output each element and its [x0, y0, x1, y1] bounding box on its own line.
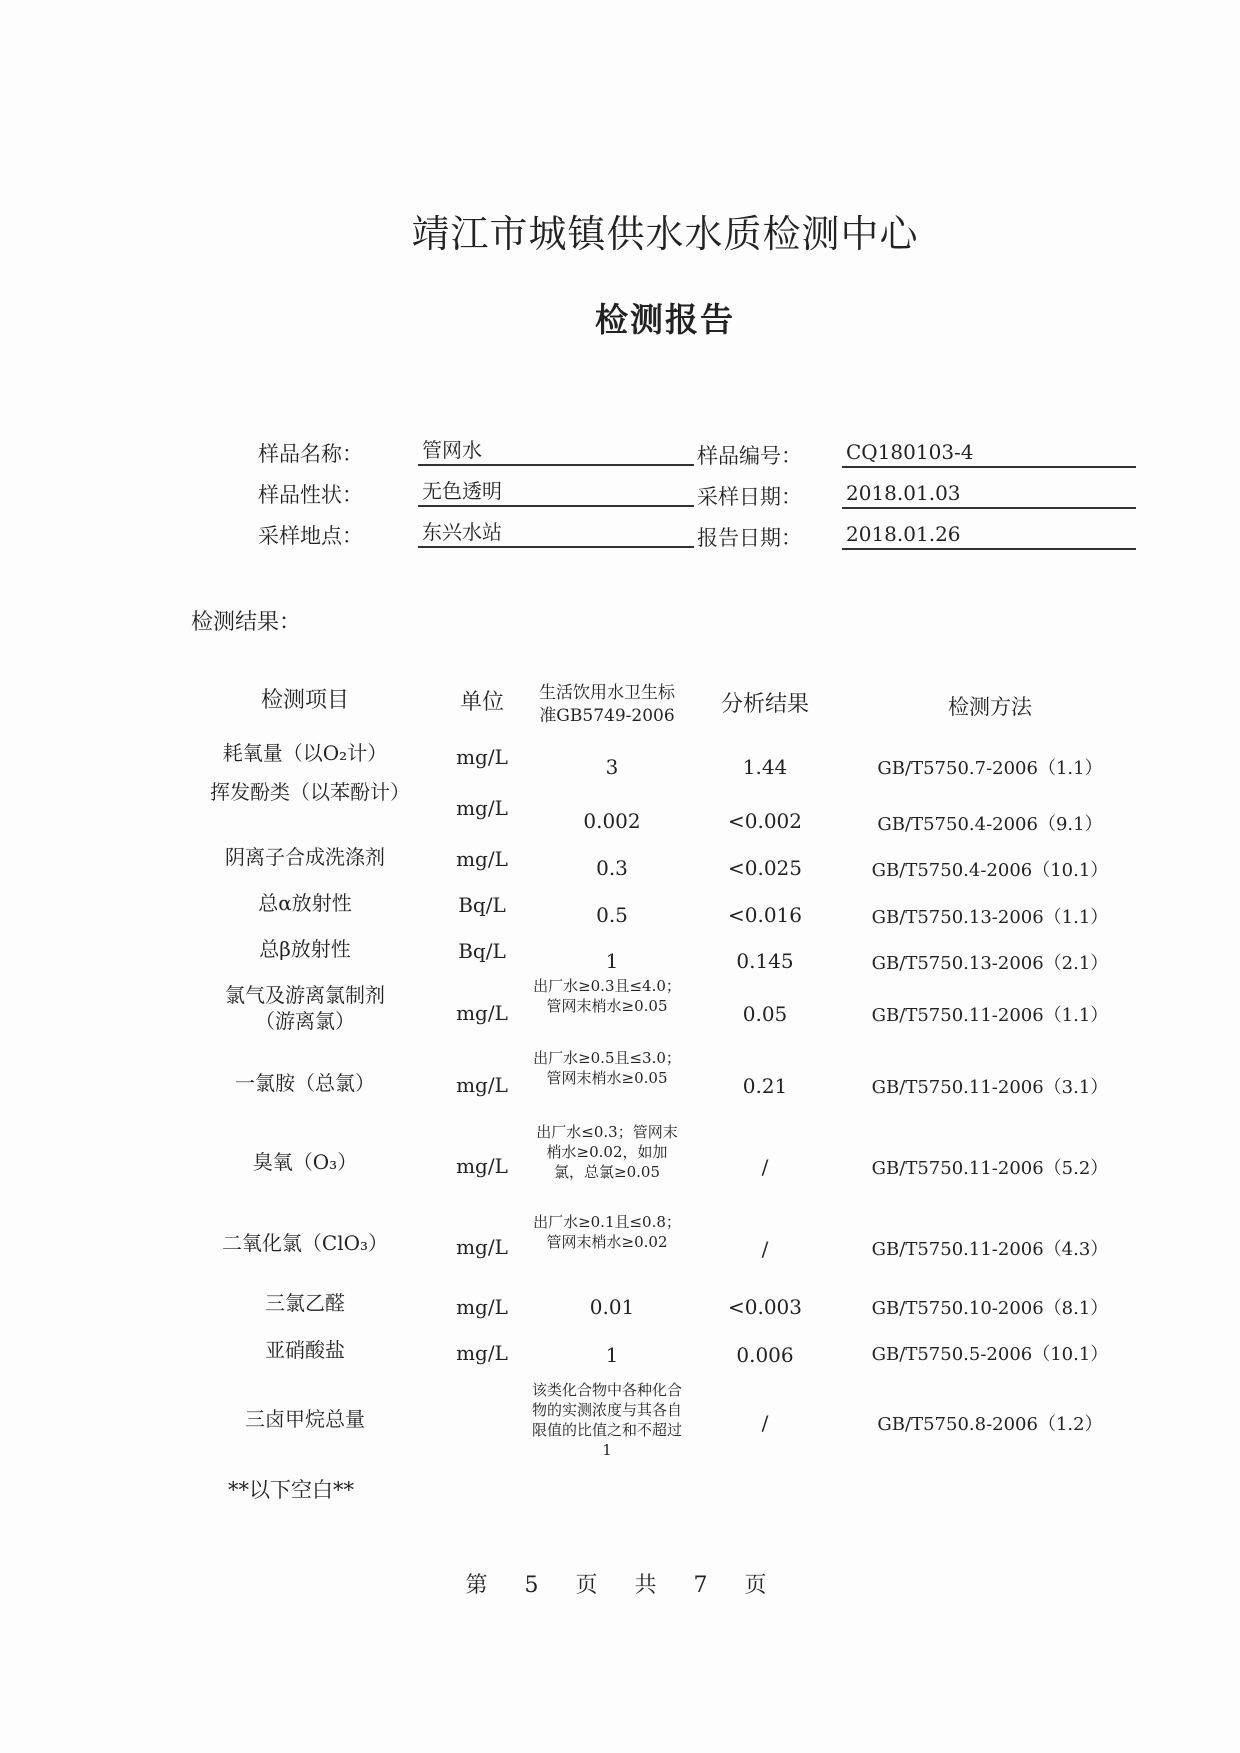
table-row-item: 臭氧（O₃） — [252, 1150, 358, 1174]
table-row-result: 1.44 — [742, 755, 788, 779]
table-row-standard: 出厂水≥0.5且≤3.0；管网末梢水≥0.05 — [533, 1049, 681, 1087]
table-row-result: / — [761, 1237, 769, 1261]
table-row-unit: Bq/L — [458, 893, 506, 917]
table-row-unit: Bq/L — [458, 939, 506, 963]
table-row-unit: mg/L — [456, 1341, 508, 1365]
table-row-standard: 1 — [605, 1343, 619, 1367]
table-row-method: GB/T5750.11-2006（5.2） — [871, 1158, 1109, 1179]
table-row-result: 0.145 — [736, 949, 794, 973]
table-row-result: 0.21 — [742, 1074, 788, 1098]
table-row-result: <0.025 — [727, 856, 802, 880]
table-row-item: 一氯胺（总氯） — [235, 1071, 375, 1095]
sampling-site-value: 东兴水站 — [418, 518, 694, 548]
table-row-method: GB/T5750.11-2006（4.3） — [871, 1239, 1109, 1260]
sampling-site-label: 采样地点： — [258, 524, 363, 548]
table-row-standard: 0.01 — [589, 1295, 635, 1319]
table-row-unit: mg/L — [456, 1295, 508, 1319]
table-row-result: 0.006 — [736, 1343, 794, 1367]
header-standard: 生活饮用水卫生标准GB5749-2006 — [539, 683, 675, 726]
header-item: 检测项目 — [260, 688, 349, 713]
table-row-method: GB/T5750.4-2006（9.1） — [877, 814, 1103, 835]
header-method: 检测方法 — [948, 695, 1032, 719]
table-row-item: 挥发酚类（以苯酚计） — [210, 780, 410, 804]
table-row-method: GB/T5750.5-2006（10.1） — [871, 1344, 1109, 1365]
sample-state-value: 无色透明 — [418, 477, 694, 507]
sampling-date-label: 采样日期： — [697, 485, 802, 509]
sampling-date-value: 2018.01.03 — [842, 479, 1136, 509]
sample-name-label: 样品名称： — [258, 442, 363, 466]
table-row-unit: mg/L — [456, 745, 508, 769]
results-label: 检测结果： — [191, 610, 302, 635]
table-row-standard: 出厂水≥0.3且≤4.0；管网末梢水≥0.05 — [533, 977, 681, 1015]
table-row-standard: 出厂水≥0.1且≤0.8；管网末梢水≥0.02 — [533, 1213, 681, 1251]
table-row-unit: mg/L — [456, 1235, 508, 1259]
table-row-result: <0.003 — [727, 1295, 802, 1319]
table-row-result: / — [761, 1411, 769, 1435]
sample-name-value: 管网水 — [418, 436, 694, 466]
table-row-method: GB/T5750.4-2006（10.1） — [871, 860, 1109, 881]
page-footer: 第 5 页 共 7 页 — [465, 1573, 775, 1598]
table-row-unit: mg/L — [456, 1073, 508, 1097]
report-date-value: 2018.01.26 — [842, 520, 1136, 550]
table-row-result: <0.002 — [727, 809, 802, 833]
table-row-unit: mg/L — [456, 1001, 508, 1025]
table-row-unit: mg/L — [456, 847, 508, 871]
table-row-method: GB/T5750.8-2006（1.2） — [877, 1414, 1103, 1435]
table-row-result: <0.016 — [727, 903, 802, 927]
report-date-label: 报告日期： — [697, 526, 802, 550]
sample-state-label: 样品性状： — [258, 483, 363, 507]
table-row-unit: mg/L — [456, 796, 508, 820]
table-row-method: GB/T5750.13-2006（2.1） — [871, 953, 1109, 974]
table-row-standard: 0.5 — [596, 903, 628, 927]
table-row-item: 亚硝酸盐 — [265, 1338, 345, 1362]
table-row-method: GB/T5750.7-2006（1.1） — [877, 758, 1103, 779]
table-row-result: / — [761, 1155, 769, 1179]
org-title: 靖江市城镇供水水质检测中心 — [411, 212, 919, 256]
table-row-method: GB/T5750.13-2006（1.1） — [871, 907, 1109, 928]
table-row-method: GB/T5750.11-2006（1.1） — [871, 1005, 1109, 1026]
table-row-result: 0.05 — [742, 1002, 788, 1026]
table-row-standard: 0.3 — [596, 856, 628, 880]
blank-note: **以下空白** — [228, 1478, 354, 1502]
table-row-item: 总β放射性 — [259, 937, 351, 961]
table-row-item: 氯气及游离氯制剂（游离氯） — [225, 983, 385, 1033]
table-row-method: GB/T5750.11-2006（3.1） — [871, 1077, 1109, 1098]
table-row-item: 三氯乙醛 — [265, 1291, 345, 1315]
table-row-item: 阴离子合成洗涤剂 — [225, 845, 385, 869]
header-unit: 单位 — [459, 690, 504, 715]
table-row-standard: 该类化合物中各种化合物的实测浓度与其各自限值的比值之和不超过1 — [532, 1381, 683, 1459]
header-result: 分析结果 — [720, 692, 809, 717]
table-row-standard: 出厂水≤0.3；管网末梢水≥0.02，如加氯，总氯≥0.05 — [536, 1123, 678, 1181]
report-title: 检测报告 — [595, 300, 735, 339]
table-row-item: 耗氧量（以O₂计） — [222, 741, 388, 765]
table-row-item: 总α放射性 — [258, 891, 352, 915]
sample-no-value: CQ180103-4 — [842, 438, 1136, 468]
table-row-standard: 1 — [605, 949, 619, 973]
sample-no-label: 样品编号： — [697, 444, 802, 468]
table-row-item: 二氧化氯（ClO₃） — [221, 1231, 389, 1255]
table-row-method: GB/T5750.10-2006（8.1） — [871, 1298, 1109, 1319]
table-row-standard: 3 — [605, 755, 619, 779]
table-row-standard: 0.002 — [583, 809, 641, 833]
table-row-unit: mg/L — [456, 1154, 508, 1178]
table-row-item: 三卤甲烷总量 — [245, 1407, 365, 1431]
